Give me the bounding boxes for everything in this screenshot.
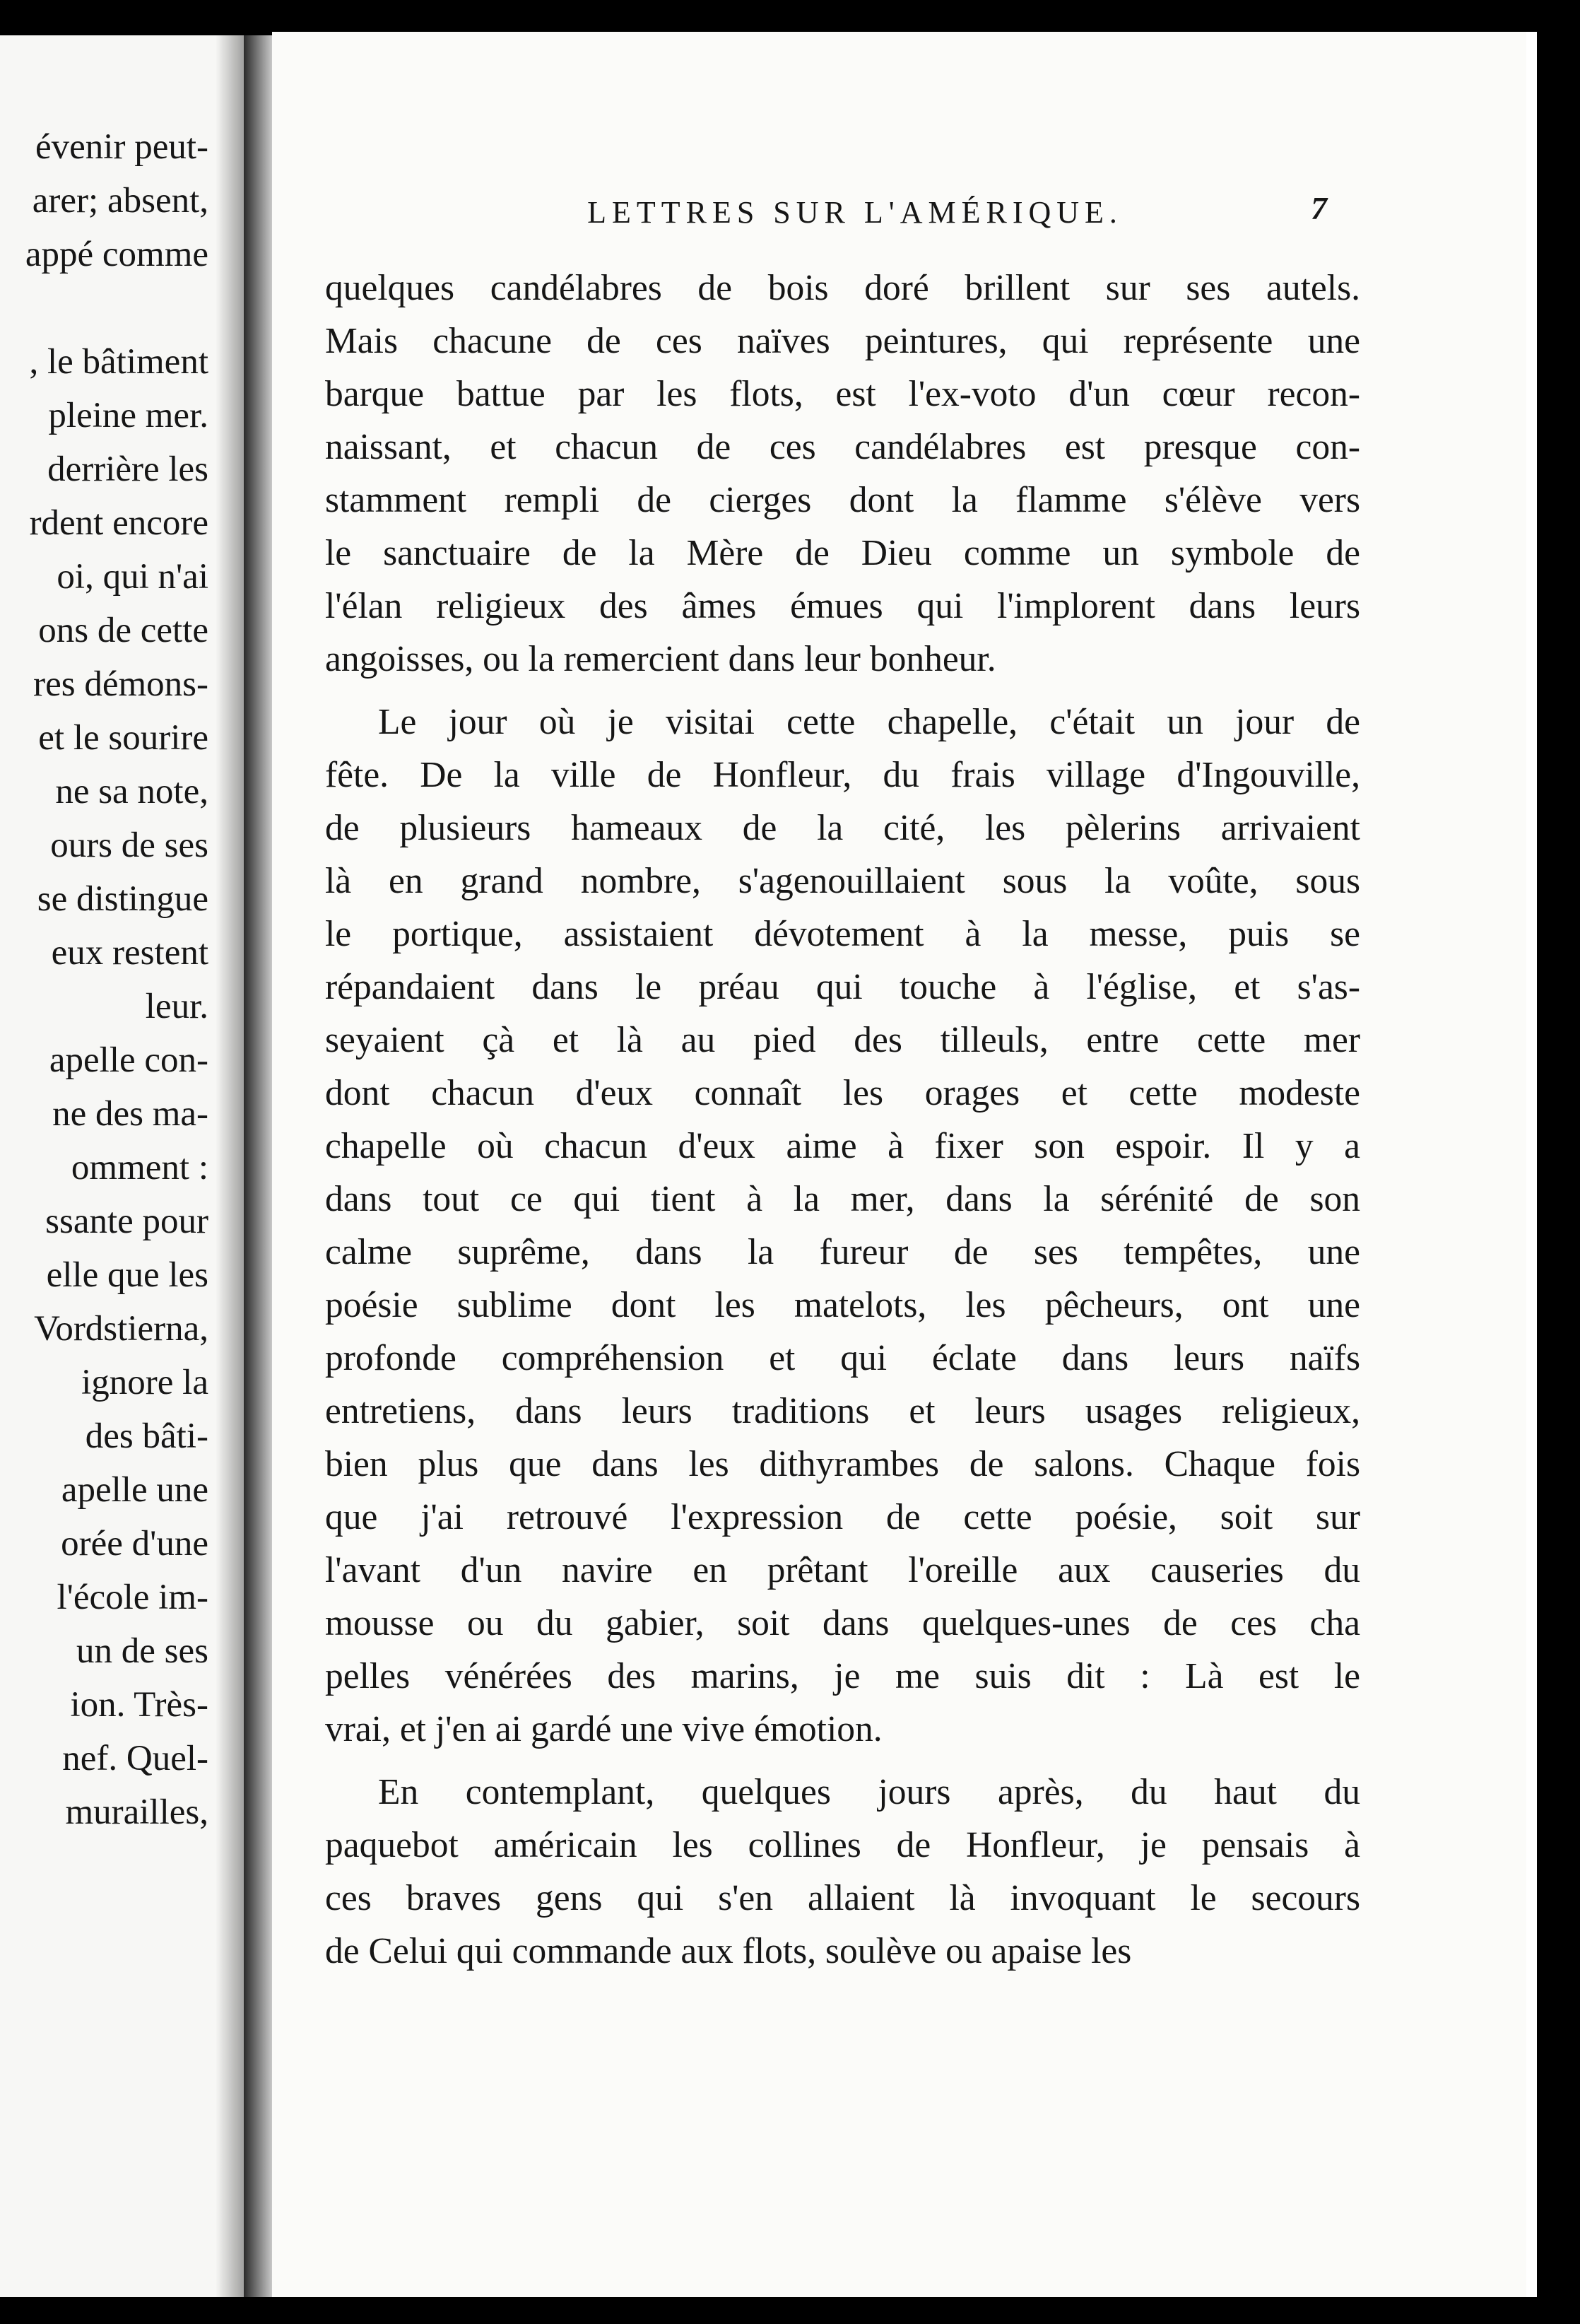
facing-page-line: oi, qui n'ai xyxy=(57,557,208,597)
text-line: stamment rempli de cierges dont la flamme s'élève vers xyxy=(325,480,1360,520)
text-line: pelles vénérées des marins, je me suis dit : Là est le xyxy=(325,1656,1360,1696)
text-line: de Celui qui commande aux flots, soulève ou apaise les xyxy=(325,1931,1132,1971)
facing-page-line: un de ses xyxy=(76,1631,208,1671)
facing-page-line: apelle con- xyxy=(49,1040,208,1080)
text-line: le portique, assistaient dévotement à la messe, puis se xyxy=(325,914,1360,954)
facing-page-line: ons de cette xyxy=(38,611,208,650)
facing-page-line: orée d'une xyxy=(61,1524,208,1563)
facing-page-line: rdent encore xyxy=(29,503,208,543)
text-line: chapelle où chacun d'eux aime à fixer son espoir. Il y a xyxy=(325,1126,1360,1166)
facing-page-line: ion. Très- xyxy=(70,1685,208,1725)
facing-page-line: appé comme xyxy=(25,235,208,274)
text-line: Mais chacune de ces naïves peintures, qui représente une xyxy=(325,321,1360,361)
facing-page-line: pleine mer. xyxy=(48,396,208,435)
text-line: seyaient çà et là au pied des tilleuls, entre cette mer xyxy=(325,1020,1360,1060)
facing-page-fragment xyxy=(0,35,244,2297)
text-line: de plusieurs hameaux de la cité, les pèlerins arrivaient xyxy=(325,808,1360,848)
facing-page-line: nef. Quel- xyxy=(62,1739,208,1778)
facing-page-line: ours de ses xyxy=(50,826,208,865)
book-gutter xyxy=(244,35,272,2297)
paragraph xyxy=(325,696,1360,1756)
running-title: LETTRES SUR L'AMÉRIQUE. xyxy=(587,195,1123,230)
facing-page-line: ne des ma- xyxy=(52,1094,208,1134)
text-line: fête. De la ville de Honfleur, du frais village d'Ingouville, xyxy=(325,755,1360,795)
text-line: angoisses, ou la remercient dans leur bonheur. xyxy=(325,639,996,679)
text-line: ces braves gens qui s'en allaient là invoquant le secours xyxy=(325,1878,1360,1918)
text-line: paquebot américain les collines de Honfleur, je pensais à xyxy=(325,1825,1360,1865)
text-line: répandaient dans le préau qui touche à l'église, et s'as- xyxy=(325,967,1360,1007)
page-body xyxy=(325,262,1360,1978)
facing-page-line: derrière les xyxy=(47,450,208,489)
facing-page-line: se distingue xyxy=(37,879,208,919)
text-line: que j'ai retrouvé l'expression de cette poésie, soit sur xyxy=(325,1497,1360,1537)
page-curl-shadow xyxy=(216,35,244,2297)
text-line: profonde compréhension et qui éclate dans leurs naïfs xyxy=(325,1338,1360,1378)
facing-page-line: des bâti- xyxy=(85,1416,208,1456)
facing-page-line: l'école im- xyxy=(57,1578,208,1617)
text-line: entretiens, dans leurs traditions et leurs usages religieux, xyxy=(325,1391,1360,1431)
text-line: dont chacun d'eux connaît les orages et cette modeste xyxy=(325,1073,1360,1113)
facing-page-line: arer; absent, xyxy=(32,181,208,221)
page-number: 7 xyxy=(1311,190,1327,226)
text-line: quelques candélabres de bois doré brillent sur ses autels. xyxy=(325,268,1360,308)
facing-page-line: omment : xyxy=(71,1148,208,1187)
text-line: dans tout ce qui tient à la mer, dans la sérénité de son xyxy=(325,1179,1360,1219)
text-line: mousse ou du gabier, soit dans quelques-unes de ces cha xyxy=(325,1603,1360,1643)
text-line: vrai, et j'en ai gardé une vive émotion. xyxy=(325,1709,883,1749)
facing-page-line: murailles, xyxy=(65,1792,208,1832)
text-line: Le jour où je visitai cette chapelle, c'était un jour de xyxy=(378,702,1360,742)
facing-page-line: leur. xyxy=(145,987,208,1026)
text-line: poésie sublime dont les matelots, les pêcheurs, ont une xyxy=(325,1285,1360,1325)
facing-page-line: apelle une xyxy=(61,1470,208,1510)
text-line: l'élan religieux des âmes émues qui l'implorent dans leurs xyxy=(325,586,1360,626)
text-line: barque battue par les flots, est l'ex-voto d'un cœur recon- xyxy=(325,374,1360,414)
facing-page-line: , le bâtiment xyxy=(29,342,208,382)
text-line: le sanctuaire de la Mère de Dieu comme un symbole de xyxy=(325,533,1360,573)
paragraph xyxy=(325,1766,1360,1978)
facing-page-line: elle que les xyxy=(46,1255,208,1295)
facing-page-line: évenir peut- xyxy=(35,127,208,167)
facing-page-line: eux restent xyxy=(51,933,208,973)
page-edge xyxy=(1526,32,1537,2297)
facing-page-line: Vordstierna, xyxy=(34,1309,208,1349)
text-line: là en grand nombre, s'agenouillaient sous la voûte, sous xyxy=(325,861,1360,901)
facing-page-line: et le sourire xyxy=(38,718,208,758)
text-line: naissant, et chacun de ces candélabres est presque con- xyxy=(325,427,1360,467)
text-line: En contemplant, quelques jours après, du haut du xyxy=(378,1772,1360,1812)
facing-page-line: res démons- xyxy=(33,664,208,704)
text-line: l'avant d'un navire en prêtant l'oreille aux causeries du xyxy=(325,1550,1360,1590)
facing-page-line: ignore la xyxy=(81,1363,208,1402)
facing-page-line: ssante pour xyxy=(45,1202,208,1241)
text-line: bien plus que dans les dithyrambes de salons. Chaque fois xyxy=(325,1444,1360,1484)
paragraph xyxy=(325,262,1360,686)
facing-page-line: ne sa note, xyxy=(55,772,208,811)
text-line: calme suprême, dans la fureur de ses tempêtes, une xyxy=(325,1232,1360,1272)
